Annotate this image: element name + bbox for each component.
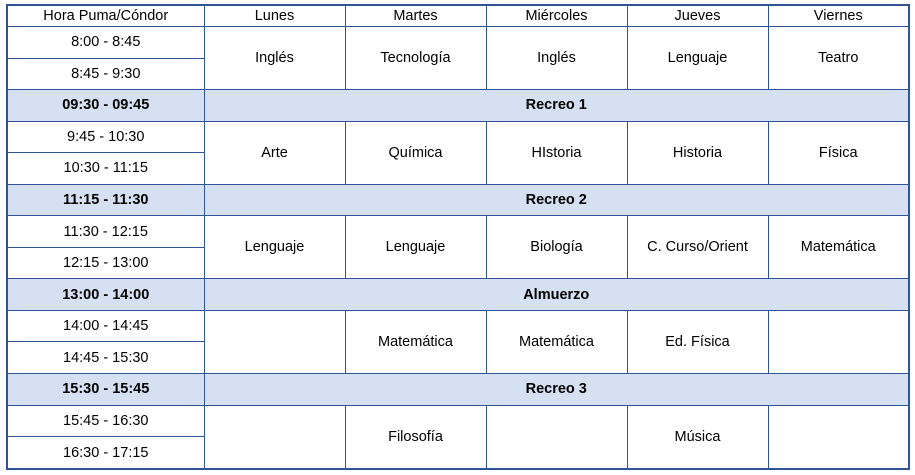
subject-cell: Lenguaje bbox=[627, 27, 768, 90]
break-row bbox=[7, 279, 909, 311]
subject-cell: Lenguaje bbox=[204, 216, 345, 279]
hour-cell: 14:00 - 14:45 bbox=[7, 310, 204, 342]
table-row bbox=[7, 121, 909, 153]
break-label: Almuerzo bbox=[204, 279, 909, 311]
table-body bbox=[7, 27, 909, 470]
subject-cell bbox=[768, 310, 909, 373]
table-row bbox=[7, 310, 909, 342]
subject-cell: Matemática bbox=[345, 310, 486, 373]
subject-cell: Inglés bbox=[486, 27, 627, 90]
subject-cell: Inglés bbox=[204, 27, 345, 90]
break-time: 09:30 - 09:45 bbox=[7, 90, 204, 122]
subject-cell: Lenguaje bbox=[345, 216, 486, 279]
subject-cell: HIstoria bbox=[486, 121, 627, 184]
subject-cell: Filosofía bbox=[345, 405, 486, 469]
subject-cell: Teatro bbox=[768, 27, 909, 90]
subject-cell: Arte bbox=[204, 121, 345, 184]
table-row bbox=[7, 405, 909, 437]
subject-cell: Matemática bbox=[486, 310, 627, 373]
header-hour-column: Hora Puma/Cóndor bbox=[7, 5, 204, 27]
break-time: 15:30 - 15:45 bbox=[7, 374, 204, 406]
subject-cell: Química bbox=[345, 121, 486, 184]
header-day-miercoles: Miércoles bbox=[486, 5, 627, 27]
hour-cell: 8:00 - 8:45 bbox=[7, 27, 204, 59]
hour-cell: 8:45 - 9:30 bbox=[7, 58, 204, 90]
subject-cell bbox=[204, 310, 345, 373]
header-day-lunes: Lunes bbox=[204, 5, 345, 27]
hour-cell: 15:45 - 16:30 bbox=[7, 405, 204, 437]
hour-cell: 10:30 - 11:15 bbox=[7, 153, 204, 185]
hour-cell: 12:15 - 13:00 bbox=[7, 247, 204, 279]
subject-cell: Música bbox=[627, 405, 768, 469]
break-time: 11:15 - 11:30 bbox=[7, 184, 204, 216]
weekly-schedule-table bbox=[6, 4, 910, 470]
subject-cell bbox=[204, 405, 345, 469]
header-day-viernes: Viernes bbox=[768, 5, 909, 27]
break-label: Recreo 1 bbox=[204, 90, 909, 122]
subject-cell: Física bbox=[768, 121, 909, 184]
subject-cell: Biología bbox=[486, 216, 627, 279]
subject-cell bbox=[486, 405, 627, 469]
hour-cell: 11:30 - 12:15 bbox=[7, 216, 204, 248]
table-row bbox=[7, 216, 909, 248]
hour-cell: 9:45 - 10:30 bbox=[7, 121, 204, 153]
break-label: Recreo 3 bbox=[204, 374, 909, 406]
header-day-martes: Martes bbox=[345, 5, 486, 27]
subject-cell: Matemática bbox=[768, 216, 909, 279]
subject-cell: Ed. Física bbox=[627, 310, 768, 373]
break-row bbox=[7, 90, 909, 122]
break-time: 13:00 - 14:00 bbox=[7, 279, 204, 311]
subject-cell: C. Curso/Orient bbox=[627, 216, 768, 279]
break-row bbox=[7, 374, 909, 406]
hour-cell: 16:30 - 17:15 bbox=[7, 437, 204, 469]
subject-cell: Historia bbox=[627, 121, 768, 184]
subject-cell: Tecnología bbox=[345, 27, 486, 90]
table-header bbox=[7, 5, 909, 27]
header-day-jueves: Jueves bbox=[627, 5, 768, 27]
break-label: Recreo 2 bbox=[204, 184, 909, 216]
break-row bbox=[7, 184, 909, 216]
header-row bbox=[7, 5, 909, 27]
hour-cell: 14:45 - 15:30 bbox=[7, 342, 204, 374]
table-row bbox=[7, 27, 909, 59]
subject-cell bbox=[768, 405, 909, 469]
